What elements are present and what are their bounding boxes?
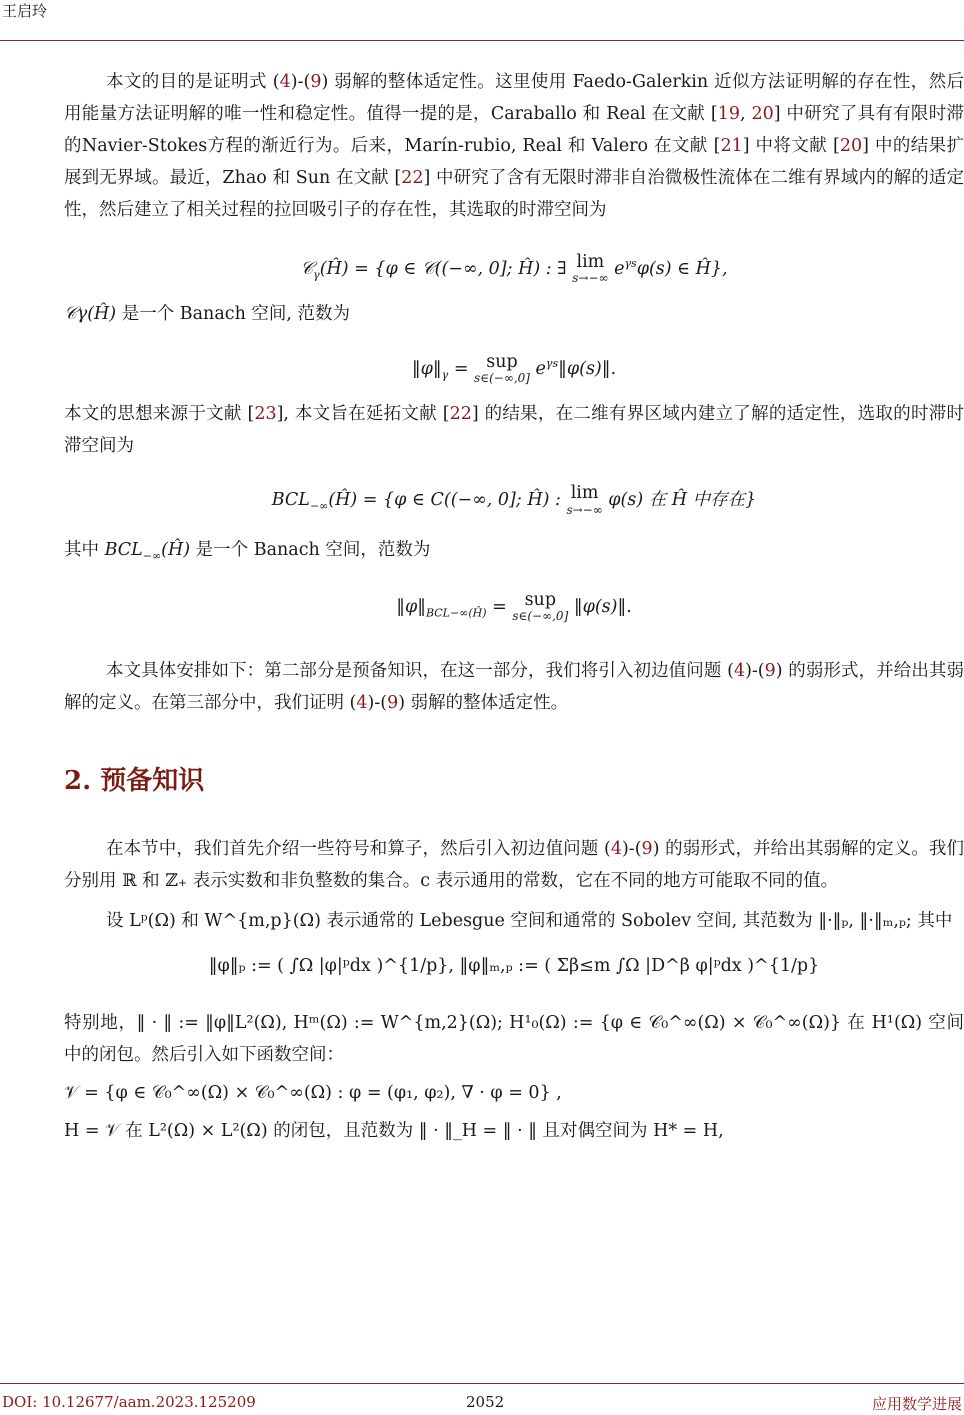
page-footer — [0, 1383, 964, 1415]
section2-paragraph-3: 特别地，‖ · ‖ := ‖φ‖L²(Ω), Hᵐ(Ω) := W^{m,2}(Ω); H¹₀(Ω) := {φ ∈ 𝒞₀^∞(Ω) × 𝒞₀^∞(Ω)} 在 H¹(Ω) 空间中的闭包。然后引入如下函数空间： — [64, 1012, 964, 1065]
citation-link[interactable]: 19 — [717, 104, 741, 124]
equation-ref-link[interactable]: 9 — [387, 692, 399, 713]
journal-name: 应用数学进展 — [871, 1395, 962, 1413]
space-h-definition: H = 𝒱 在 L²(Ω) × L²(Ω) 的闭包，且范数为 ‖ · ‖_H = ‖ · ‖ 且对偶空间为 H* = H, — [64, 1120, 724, 1141]
equation-ref-link[interactable]: 9 — [310, 72, 322, 92]
math: 𝒞γ(Ĥ) — [64, 304, 117, 324]
section2-paragraph-2: 设 Lᵖ(Ω) 和 W^{m,p}(Ω) 表示通常的 Lebesgue 空间和通常的 Sobolev 空间, 其范数为 ‖·‖ₚ, ‖·‖ₘ,ₚ; 其中 — [106, 910, 953, 931]
intro-paragraph-2 — [64, 298, 964, 330]
text: ] 中研究了含有无限时滞非自治微极性流体在二维有界域内的解的适定性，然后建立了相关过程的拉回吸引子的存在性，其选取的时滞空间为 — [64, 168, 964, 220]
equation-ref-link[interactable]: 4 — [733, 660, 746, 681]
math: (Ĥ) = {φ ∈ 𝒞((−∞, 0]; Ĥ) : ∃ — [319, 258, 573, 279]
intro-paragraph-5: 本文具体安排如下：第二部分是预备知识，在这一部分，我们将引入初边值问题 (4)-(9) 的弱形式，并给出其弱解的定义。在第三部分中，我们证明 (4)-(9) 弱解的整体适定性。 — [64, 660, 964, 713]
limit: lim s→−∞ — [572, 252, 609, 286]
math: γs — [624, 257, 637, 270]
equation-lp-norms: ‖φ‖ₚ := ( ∫Ω |φ|ᵖdx )^{1/p}, ‖φ‖ₘ,ₚ := ( Σβ≤m ∫Ω |D^β φ|ᵖdx )^{1/p} — [208, 955, 820, 976]
citation-link[interactable]: 20 — [751, 104, 774, 124]
text: 是一个 Banach 空间, 范数为 — [116, 304, 351, 324]
space-v-definition: 𝒱 = {φ ∈ 𝒞₀^∞(Ω) × 𝒞₀^∞(Ω) : φ = (φ₁, φ₂), ∇ · φ = 0} , — [64, 1082, 562, 1103]
intro-paragraph-1 — [64, 66, 964, 226]
text: )-( — [290, 72, 311, 92]
text: ] 中的结果扩展到无界域。最近，Zhao 和 Sun 在文献 [ — [64, 136, 964, 188]
page-header — [0, 0, 964, 41]
equation-norm-bcl: $‖\varphi‖_{BCL-\infty(Ĥ)}$ = sup s∈(−∞,0] ‖φ(s)‖. — [396, 589, 632, 624]
doi-link[interactable]: DOI: 10.12677/aam.2023.125209 — [2, 1393, 256, 1411]
math: e — [614, 258, 625, 279]
equation-ref-link[interactable]: 4 — [279, 72, 291, 92]
citation-link[interactable]: 22 — [449, 404, 472, 424]
article-body — [64, 66, 964, 1147]
equation-bcl-space: $BCL_{-\infty}(Ĥ) = \{\varphi$ ∈ C((−∞, 0]; Ĥ) : lim s→−∞ φ(s) 在 Ĥ 中存在} — [271, 483, 757, 517]
equation-norm-gamma: $‖\varphi‖_\gamma$ = sup s∈(−∞,0] $e^{\gamma s}‖\varphi(s)‖$. — [411, 352, 617, 386]
text: ] 中将文献 [ — [742, 136, 840, 156]
citation-link[interactable]: 22 — [401, 168, 424, 188]
equation-delay-space: 𝒞$_\gamma$(Ĥ) = {φ ∈ 𝒞((−∞, 0]; Ĥ) : ∃ lim s→−∞ $e^{\gamma s}\varphi(s)$ ∈ Ĥ}, — [300, 252, 728, 286]
text: 本文的目的是证明式 ( — [106, 72, 280, 92]
intro-paragraph-4: 其中 $BCL_{-\infty}(Ĥ)$ 是一个 Banach 空间，范数为 — [64, 540, 431, 563]
section2-paragraph-1: 在本节中，我们首先介绍一些符号和算子，然后引入初边值问题 (4)-(9) 的弱形式，并给出其弱解的定义。我们分别用 ℝ 和 ℤ₊ 表示实数和非负整数的集合。c 表示通用的常数，它在不同的地方可能取不同的值。 — [64, 838, 964, 891]
text: , — [740, 104, 752, 124]
page-number: 2052 — [466, 1393, 505, 1411]
intro-paragraph-3: 本文的思想来源于文献 [23], 本文旨在延拓文献 [22] 的结果，在二维有界区域内建立了解的适定性，选取的时滞时滞空间为 — [64, 404, 964, 456]
section-heading: 2. 预备知识 — [64, 765, 205, 796]
citation-link[interactable]: 20 — [839, 136, 863, 156]
equation-ref-link[interactable]: 9 — [641, 838, 653, 859]
text: ) 弱解的整体适定性。这里使用 Faedo-Galerkin 近似方法证明解的存在性，然后用能量方法证明解的唯一性和稳定性。值得一提的是，Caraballo 和 Real 在文献 [ — [64, 72, 964, 124]
citation-link[interactable]: 23 — [254, 404, 277, 424]
equation-ref-link[interactable]: 4 — [610, 838, 622, 859]
text: ] 中研究了具有有限时滞的Navier-Stokes方程的渐近行为。后来，Marín-rubio, Real 和 Valero 在文献 [ — [64, 104, 964, 156]
math: φ(s) ∈ Ĥ}, — [636, 258, 728, 279]
equation-ref-link[interactable]: 9 — [764, 660, 776, 681]
math: 𝒞 — [300, 258, 314, 279]
citation-link[interactable]: 21 — [720, 136, 743, 156]
equation-ref-link[interactable]: 4 — [356, 692, 368, 713]
running-author: 王启玲 — [2, 2, 48, 20]
